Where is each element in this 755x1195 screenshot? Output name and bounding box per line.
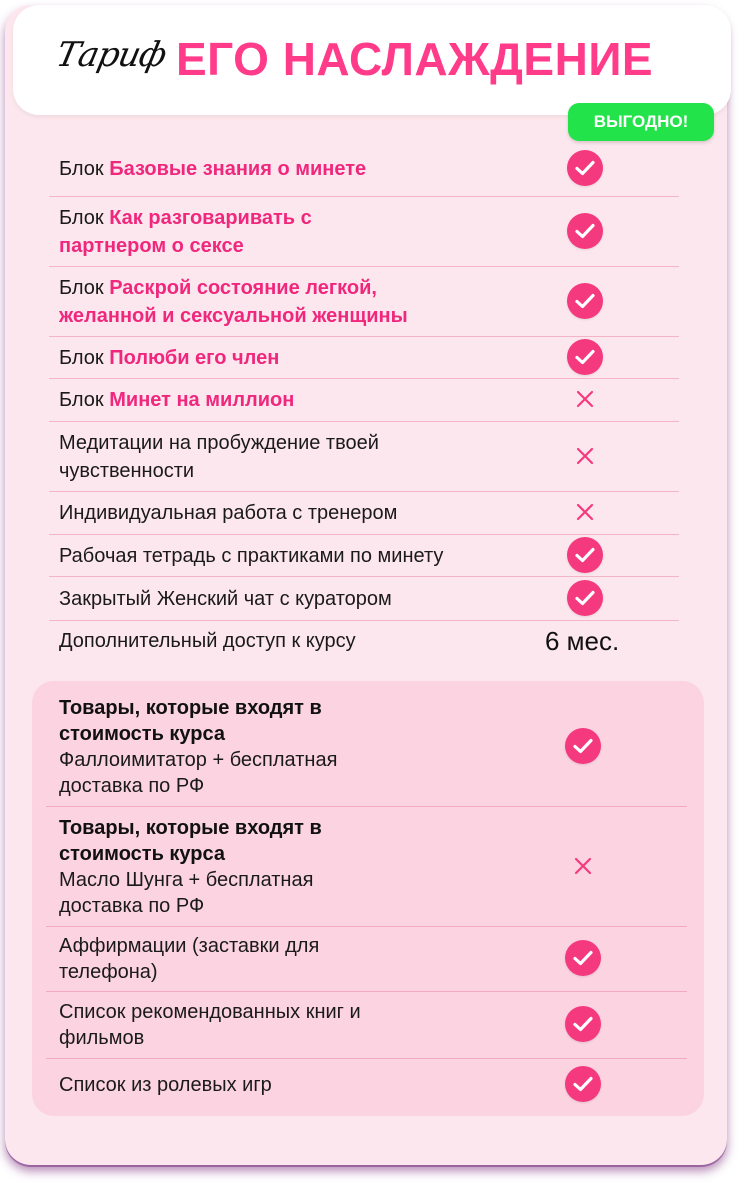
feature-prefix: Блок [59,346,110,369]
goods-label: Список из ролевых игр [59,1074,272,1096]
goods-label [46,815,379,919]
feature-row [49,577,679,621]
goods-title: Товары, которые входят в стоимость курса [59,816,322,865]
feature-row [49,141,679,197]
goods-title: Товары, которые входят в стоимость курса [59,696,322,745]
feature-row [49,492,679,535]
cross-icon [567,438,605,476]
feature-row [49,535,679,577]
feature-label [49,344,529,372]
check-icon [567,537,605,575]
feature-row [49,422,679,492]
access-duration: 6 мес. [545,625,620,656]
tariff-header [13,5,731,115]
check-icon [567,283,605,321]
feature-highlight: Базовые знания о минете [109,157,367,180]
cross-icon [565,848,603,886]
check-icon [565,940,603,978]
check-icon [567,580,605,618]
goods-row [46,807,687,927]
feature-highlight: Раскрой состояние легкой, желанной и сексуальной женщины [59,276,408,327]
goods-label: Аффирмации (заставки для телефона) [59,935,320,983]
check-icon [567,150,605,188]
cross-icon [567,494,605,532]
check-icon [565,728,603,766]
feature-prefix: Блок [59,206,110,229]
feature-label [49,274,479,330]
feature-row [49,197,679,267]
feature-highlight: Как разговаривать с партнером о сексе [59,206,312,257]
goods-row [46,1059,687,1111]
goods-row [46,687,687,807]
feature-prefix: Блок [59,389,110,411]
tariff-card [5,5,727,1165]
goods-row [46,927,687,992]
goods-list [46,687,687,1111]
cross-icon [567,381,605,419]
goods-text: Масло Шунга + бесплатная доставка по РФ [59,868,314,917]
feature-highlight: Минет на миллион [109,389,295,411]
feature-prefix: Блок [59,276,110,299]
goods-label [46,695,399,799]
goods-section [32,681,704,1116]
feature-row [49,621,679,661]
feature-label: Дополнительный доступ к курсу [59,630,356,652]
feature-label: Медитации на пробуждение твоей чувственности [59,431,379,482]
check-icon [567,213,605,251]
tariff-name: ЕГО НАСЛАЖДЕНИЕ [176,33,654,85]
tariff-script-label: Тариф [52,35,170,75]
profit-badge: ВЫГОДНО! [568,103,714,141]
feature-label: Индивидуальная работа с тренером [59,502,398,524]
goods-text: Фаллоимитатор + бесплатная доставка по РФ [59,748,338,797]
check-icon [565,1066,603,1104]
feature-highlight: Полюби его член [109,346,280,369]
goods-label: Список рекомендованных книг и фильмов [59,1001,361,1049]
feature-label: Рабочая тетрадь с практиками по минету [59,544,444,567]
features-list [49,141,679,661]
feature-label: Закрытый Женский чат с куратором [59,587,392,610]
feature-prefix: Блок [59,157,110,180]
check-icon [565,1006,603,1044]
goods-row [46,992,687,1059]
feature-row [49,379,679,422]
check-icon [567,339,605,377]
feature-label [49,155,529,183]
feature-label [49,386,529,414]
feature-row [49,337,679,379]
feature-row [49,267,679,337]
feature-label [49,204,379,260]
